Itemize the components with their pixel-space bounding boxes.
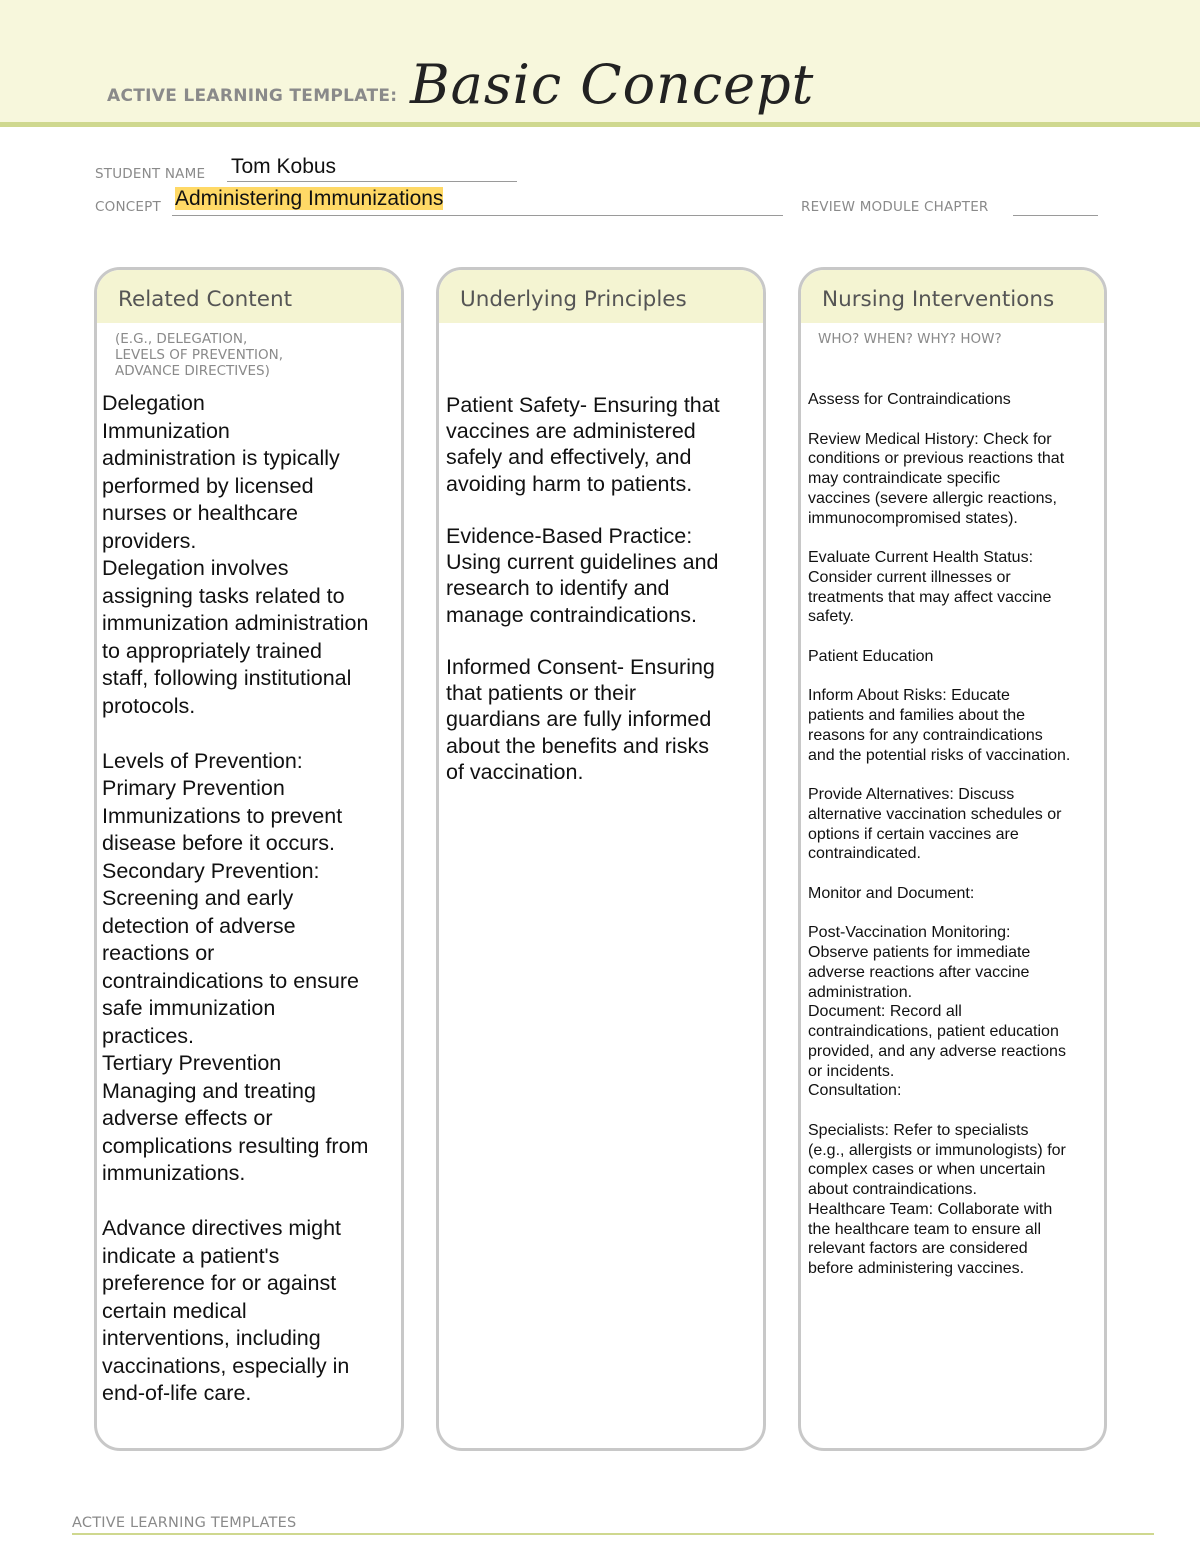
underlying-principles-body[interactable]: Patient Safety- Ensuring that vaccines are administered safely and effectively, and avoiding harm to patients. Evidence-Based Practice: Using current guidelines and research to identify and manage contraindications. Informed Consent- Ensuring that patients or their guardians are fully informed about the benefits and risks of vaccination. — [446, 393, 720, 784]
student-name-line — [227, 181, 517, 182]
student-name-label: STUDENT NAME — [95, 166, 206, 182]
related-content-title: Related Content — [118, 287, 292, 312]
concept-value: Administering Immunizations — [175, 187, 444, 210]
footer-rule — [72, 1533, 1154, 1535]
related-content-header — [97, 270, 401, 323]
footer-label: ACTIVE LEARNING TEMPLATES — [72, 1515, 297, 1531]
concept-line — [172, 215, 783, 216]
review-module-label: REVIEW MODULE CHAPTER — [801, 199, 989, 215]
template-label: ACTIVE LEARNING TEMPLATE: — [107, 86, 398, 106]
nursing-interventions-header — [801, 270, 1104, 323]
template-title: Basic Concept — [410, 53, 815, 116]
header-rule — [0, 122, 1200, 127]
nursing-interventions-subtitle: WHO? WHEN? WHY? HOW? — [818, 331, 1002, 347]
nursing-interventions-panel — [798, 267, 1107, 1451]
related-content-subtitle: (E.G., DELEGATION, LEVELS OF PREVENTION, ADVANCE DIRECTIVES) — [115, 331, 284, 379]
concept-label: CONCEPT — [95, 199, 161, 215]
student-name-field[interactable]: Tom Kobus — [231, 155, 337, 178]
concept-field[interactable] — [175, 187, 443, 211]
related-content-panel — [94, 267, 404, 1451]
nursing-interventions-title: Nursing Interventions — [822, 287, 1055, 312]
underlying-principles-panel — [436, 267, 766, 1451]
related-content-body[interactable]: Delegation Immunization administration is typically performed by licensed nurses or healthcare providers. Delegation involves assigning tasks related to immunization administration to appropriately trained staff, following institutional protocols. Levels of Prevention: Primary Prevention Immunizations to prevent disease before it occurs. Secondary Prevention: Screening and early detection of adverse reactions or contraindications to ensure safe immunization practices. Tertiary Prevention Managing and treating adverse effects or complications resulting from immunizations. Advance directives might indicate a patient's preference for or against certain medical interventions, including vaccinations, especially in end-of-life care. — [102, 391, 369, 1405]
nursing-interventions-body[interactable]: Assess for Contraindications Review Medical History: Check for conditions or previous reactions that may contraindicate specific vaccines (severe allergic reactions, immunocompromised states). Evaluate Current Health Status: Consider current illnesses or treatments that may affect vaccine safety. Patient Education Inform About Risks: Educate patients and families about the reasons for any contraindications and the potential risks of vaccination. Provide Alternatives: Discuss alternative vaccination schedules or options if certain vaccines are contraindicated. Monitor and Document: Post-Vaccination Monitoring: Observe patients for immediate adverse reactions after vaccine administration. Document: Record all contraindications, patient education provided, and any adverse reactions or incidents. Consultation: Specialists: Refer to specialists (e.g., allergists or immunologists) for complex cases or when uncertain about contraindications. Healthcare Team: Collaborate with the healthcare team to ensure all relevant factors are considered before administering vaccines. — [808, 391, 1071, 1277]
underlying-principles-header — [439, 270, 763, 323]
review-module-line — [1013, 215, 1098, 216]
underlying-principles-title: Underlying Principles — [460, 287, 687, 312]
